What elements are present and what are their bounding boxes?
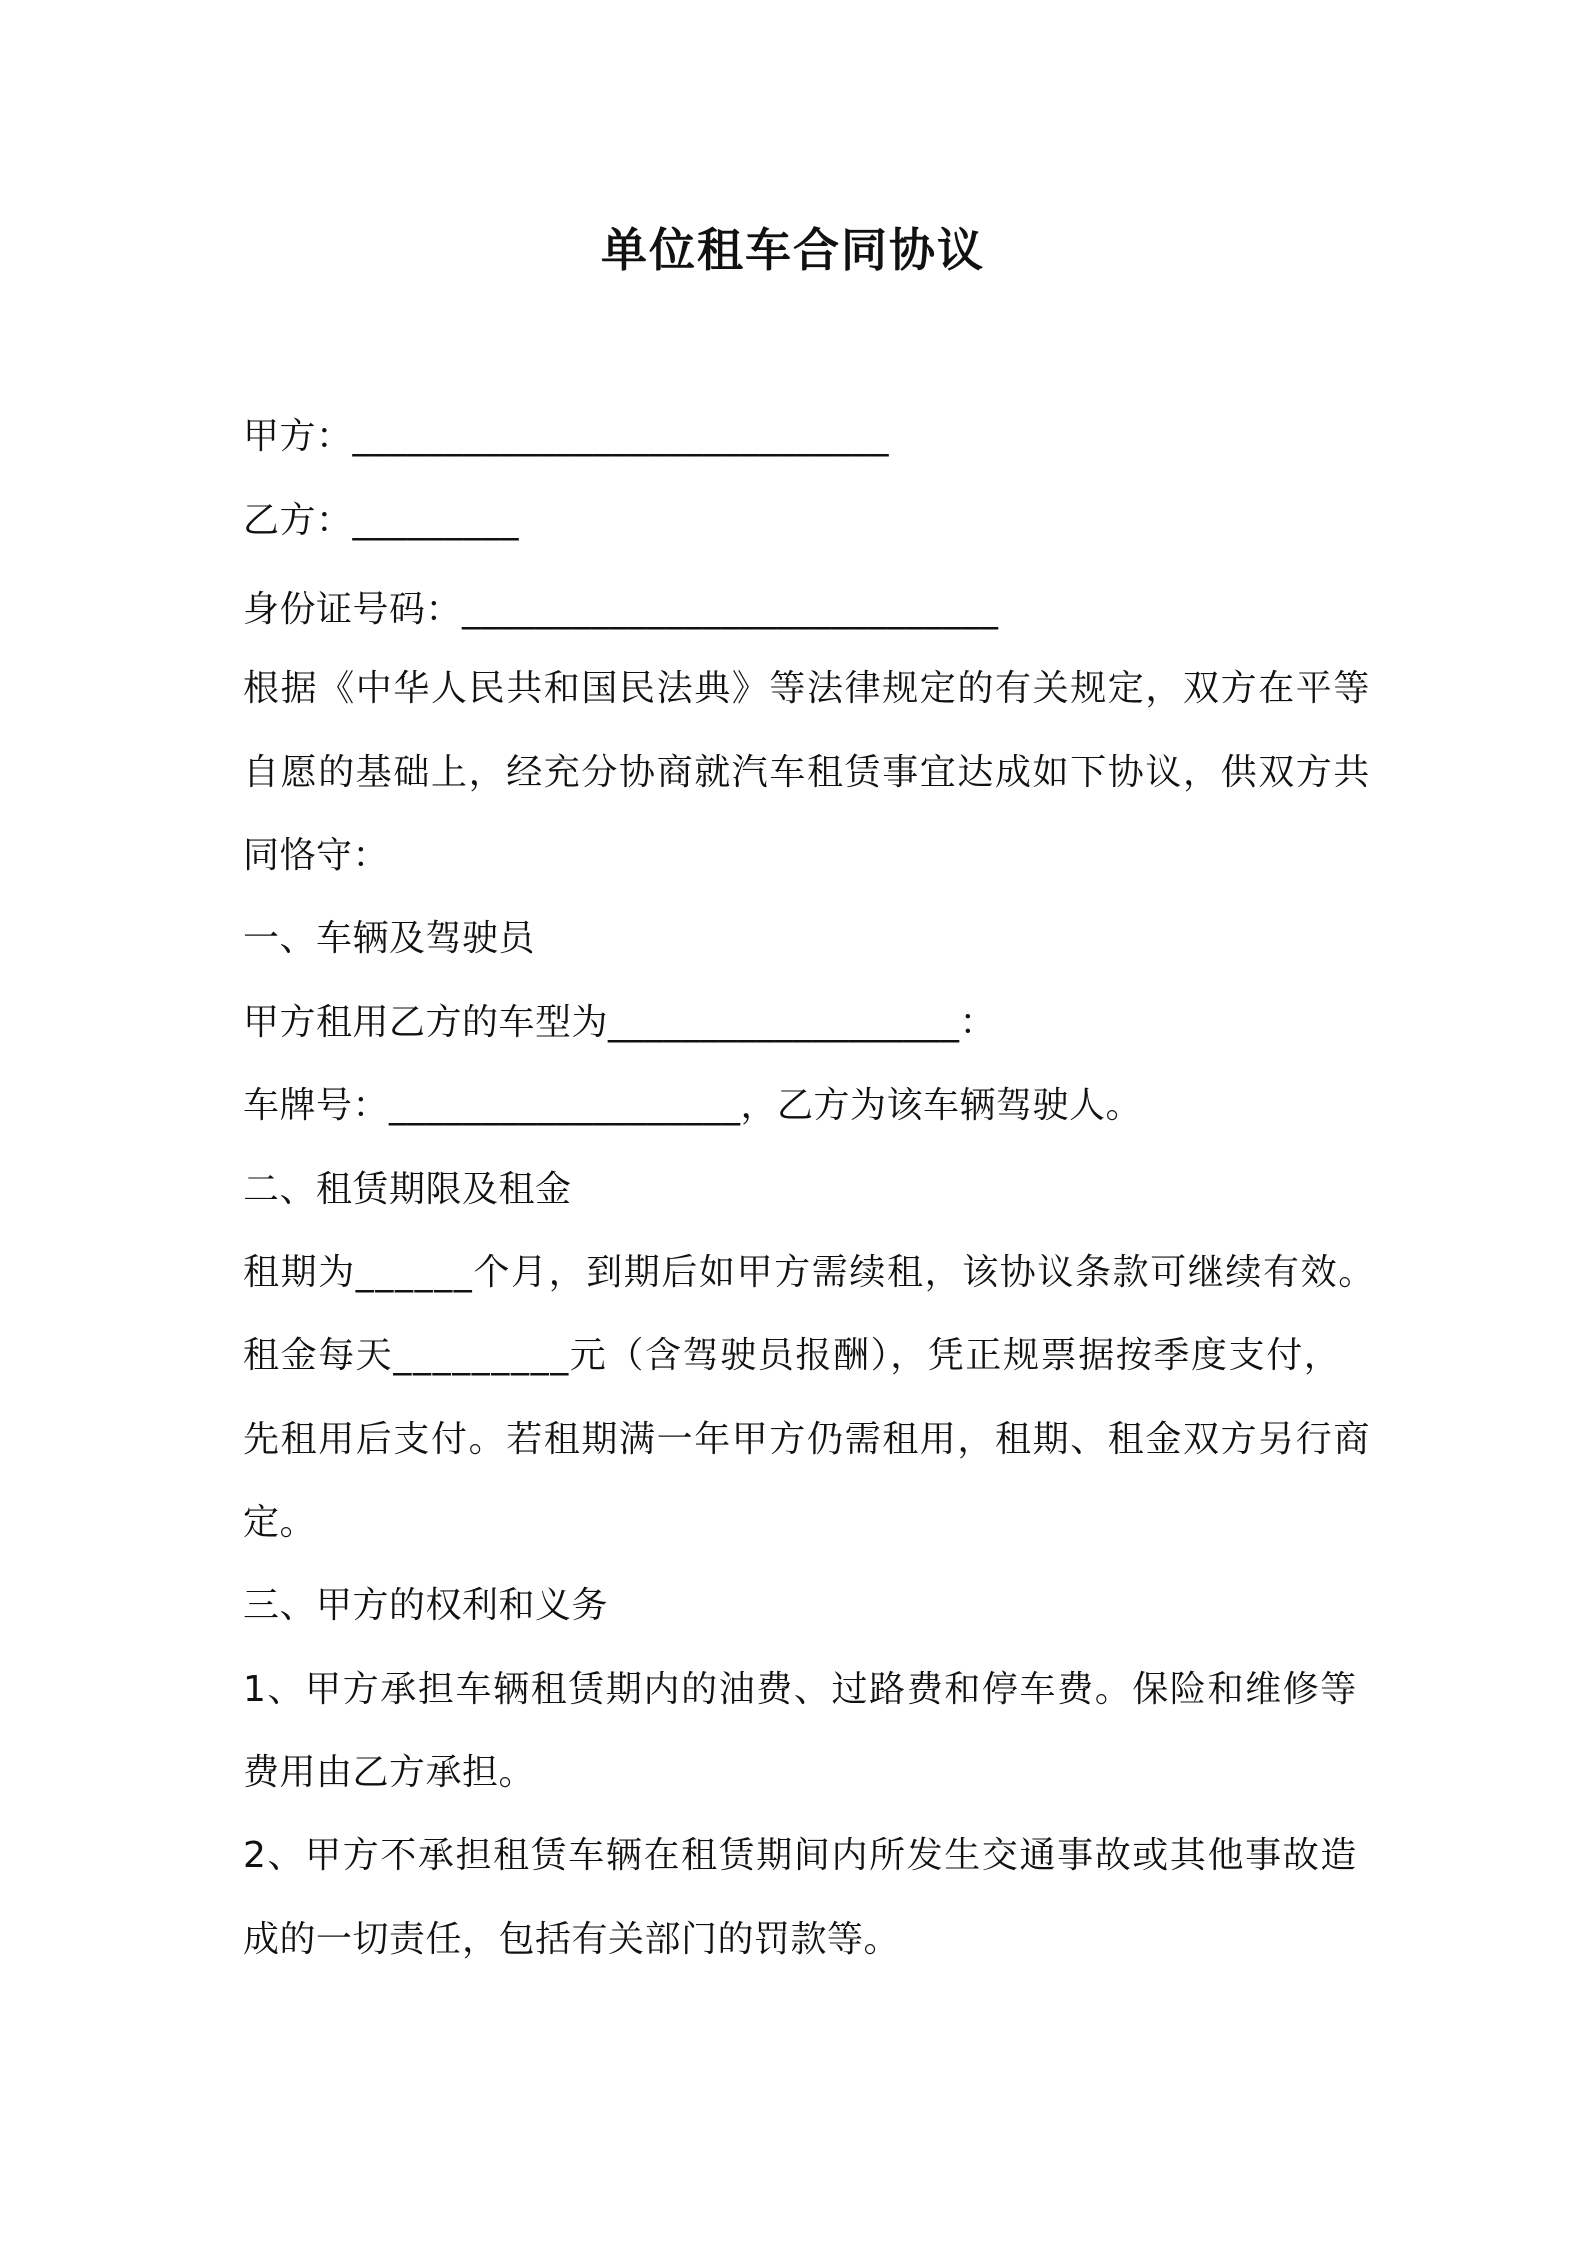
section-3-item-1-line-1: 1、甲方承担车辆租赁期内的油费、过路费和停车费。保险和维修等 bbox=[243, 1669, 1358, 1710]
page-title: 单位租车合同协议 bbox=[601, 223, 985, 277]
section-2-line-3: 先租用后支付。若租期满一年甲方仍需租用，租期、租金双方另行商 bbox=[243, 1419, 1372, 1460]
party-a-line: 甲方：_____________________________ bbox=[243, 416, 890, 457]
section-2-line-1: 租期为______个月，到期后如甲方需续租，该协议条款可继续有效。 bbox=[243, 1252, 1376, 1293]
intro-paragraph-line-1: 根据《中华人民共和国民法典》等法律规定的有关规定，双方在平等 bbox=[243, 668, 1372, 709]
section-1-heading: 一、车辆及驾驶员 bbox=[243, 918, 536, 959]
section-3-item-2-line-1: 2、甲方不承担租赁车辆在租赁期间内所发生交通事故或其他事故造 bbox=[243, 1835, 1358, 1876]
id-number-line: 身份证号码：_____________________________ bbox=[243, 589, 999, 630]
section-3-item-1-line-2: 费用由乙方承担。 bbox=[243, 1752, 536, 1793]
section-2-line-2: 租金每天_________元（含驾驶员报酬），凭正规票据按季度支付， bbox=[243, 1335, 1342, 1376]
section-2-line-4: 定。 bbox=[243, 1502, 317, 1543]
intro-paragraph-line-3: 同恪守： bbox=[243, 835, 390, 876]
section-3-heading: 三、甲方的权利和义务 bbox=[243, 1585, 609, 1626]
section-3-item-2-line-2: 成的一切责任，包括有关部门的罚款等。 bbox=[243, 1919, 901, 1960]
section-1-plate-number-line: 车牌号：___________________，乙方为该车辆驾驶人。 bbox=[243, 1085, 1143, 1126]
section-2-heading: 二、租赁期限及租金 bbox=[243, 1169, 572, 1210]
party-b-line: 乙方：_________ bbox=[243, 500, 520, 541]
section-1-vehicle-model-line: 甲方租用乙方的车型为___________________： bbox=[243, 1002, 997, 1043]
intro-paragraph-line-2: 自愿的基础上，经充分协商就汽车租赁事宜达成如下协议，供双方共 bbox=[243, 752, 1372, 793]
